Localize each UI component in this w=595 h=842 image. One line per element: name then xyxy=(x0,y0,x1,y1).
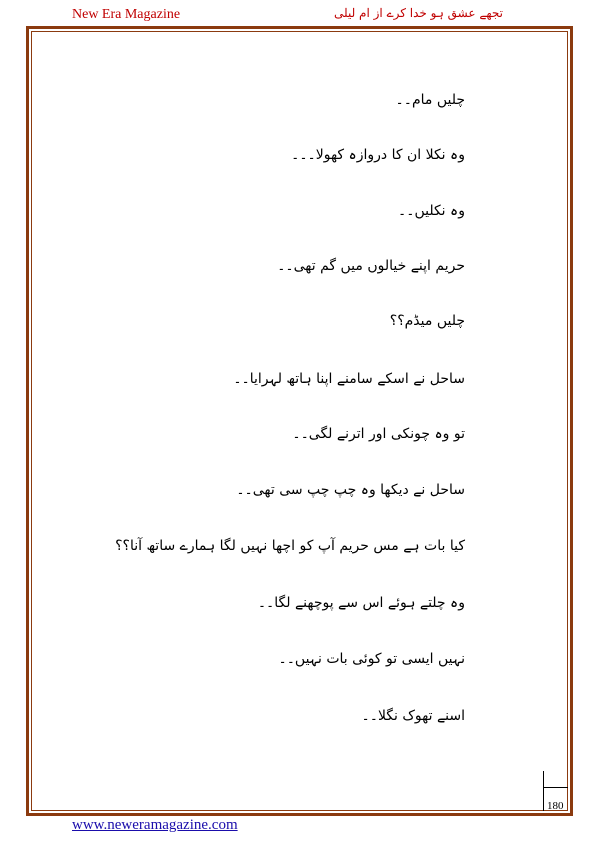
novel-title: تجھے عشق ہو خدا کرے از ام لیلی xyxy=(333,6,503,20)
story-body xyxy=(60,0,465,842)
story-line: حریم اپنے خیالوں میں گم تھی۔۔ xyxy=(277,258,465,274)
story-line: وہ نکلیں۔۔ xyxy=(398,203,465,219)
page-number: 180 xyxy=(547,800,564,812)
story-line: ساحل نے دیکھا وہ چپ چپ سی تھی۔۔ xyxy=(236,482,465,498)
story-line: چلیں مام۔۔ xyxy=(395,92,465,108)
story-line: وہ نکلا ان کا دروازہ کھولا۔۔۔ xyxy=(291,147,465,163)
magazine-name: New Era Magazine xyxy=(72,7,181,22)
story-line: اسنے تھوک نگلا۔۔ xyxy=(361,708,465,724)
story-line: چلیں میڈم؟؟ xyxy=(389,313,465,329)
story-line: ساحل نے اسکے سامنے اپنا ہاتھ لہرایا۔۔ xyxy=(233,371,465,387)
story-line: نہیں ایسی تو کوئی بات نہیں۔۔ xyxy=(278,651,465,667)
story-line: وہ چلتے ہوئے اس سے پوچھنے لگا۔۔ xyxy=(257,595,465,611)
website-link[interactable]: www.neweramagazine.com xyxy=(72,817,238,833)
page-number-rule xyxy=(543,787,568,788)
story-line: تو وہ چونکی اور اترنے لگی۔۔ xyxy=(292,426,465,442)
story-line: کیا بات ہے مس حریم آپ کو اچھا نہیں لگا ہمارے ساتھ آنا؟؟ xyxy=(115,538,465,554)
